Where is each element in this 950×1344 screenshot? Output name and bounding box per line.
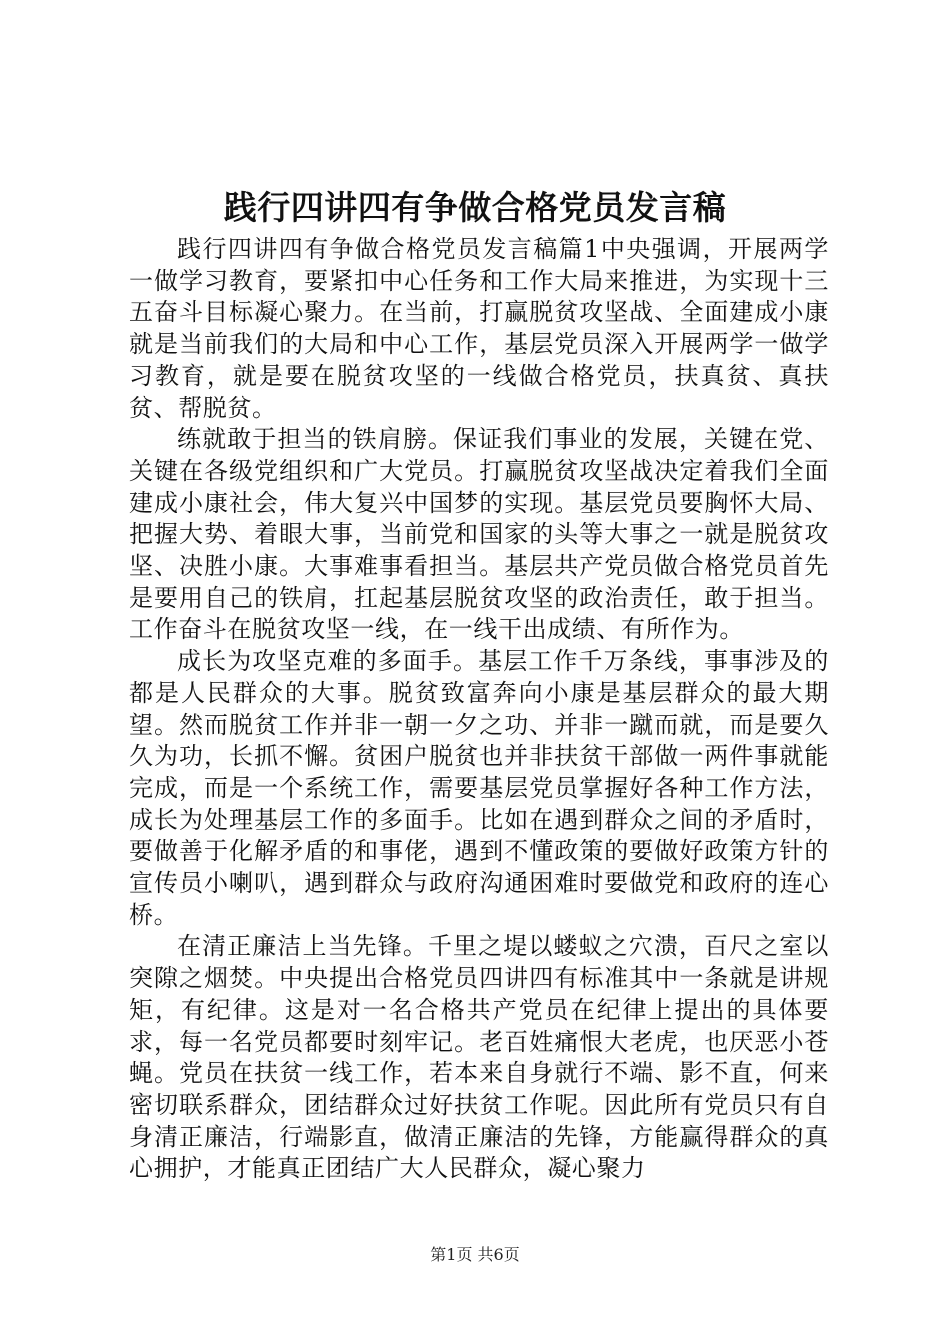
paragraph-4: 在清正廉洁上当先锋。千里之堤以蝼蚁之穴溃，百尺之室以突隙之烟焚。中央提出合格党员四讲四有标准其中一条就是讲规矩，有纪律。这是对一名合格共产党员在纪律上提出的具体要求，每一名党员都要时刻牢记。老百姓痛恨大老虎，也厌恶小苍蝇。党员在扶贫一线工作，若本来自身就行不端、影不直，何来密切联系群众，团结群众过好扶贫工作呢。因此所有党员只有自身清正廉洁，行端影直，做清正廉洁的先锋，方能赢得群众的真心拥护，才能真正团结广大人民群众，凝心聚力: [129, 932, 829, 1183]
document-title: 践行四讲四有争做合格党员发言稿: [223, 188, 727, 227]
document-body: [129, 234, 829, 1185]
page-footer: 第1页 共6页: [430, 1245, 520, 1264]
paragraph-2: 练就敢于担当的铁肩膀。保证我们事业的发展，关键在党、关键在各级党组织和广大党员。打赢脱贫攻坚战决定着我们全面建成小康社会，伟大复兴中国梦的实现。基层党员要胸怀大局、把握大势、着眼大事，当前党和国家的头等大事之一就是脱贫攻坚、决胜小康。大事难事看担当。基层共产党员做合格党员首先是要用自己的铁肩，扛起基层脱贫攻坚的政治责任，敢于担当。工作奋斗在脱贫攻坚一线，在一线干出成绩、有所作为。: [129, 425, 829, 644]
paragraph-1: 践行四讲四有争做合格党员发言稿篇1中央强调，开展两学一做学习教育，要紧扣中心任务和工作大局来推进，为实现十三五奋斗目标凝心聚力。在当前，打赢脱贫攻坚战、全面建成小康就是当前我们的大局和中心工作，基层党员深入开展两学一做学习教育，就是要在脱贫攻坚的一线做合格党员，扶真贫、真扶贫、帮脱贫。: [129, 235, 829, 422]
paragraph-3: 成长为攻坚克难的多面手。基层工作千万条线，事事涉及的都是人民群众的大事。脱贫致富奔向小康是基层群众的最大期望。然而脱贫工作并非一朝一夕之功、并非一蹴而就，而是要久久为功，长抓不懈。贫困户脱贫也并非扶贫干部做一两件事就能完成，而是一个系统工作，需要基层党员掌握好各种工作方法，成长为处理基层工作的多面手。比如在遇到群众之间的矛盾时，要做善于化解矛盾的和事佬，遇到不懂政策的要做好政策方针的宣传员小喇叭，遇到群众与政府沟通困难时要做党和政府的连心桥。: [129, 647, 829, 929]
